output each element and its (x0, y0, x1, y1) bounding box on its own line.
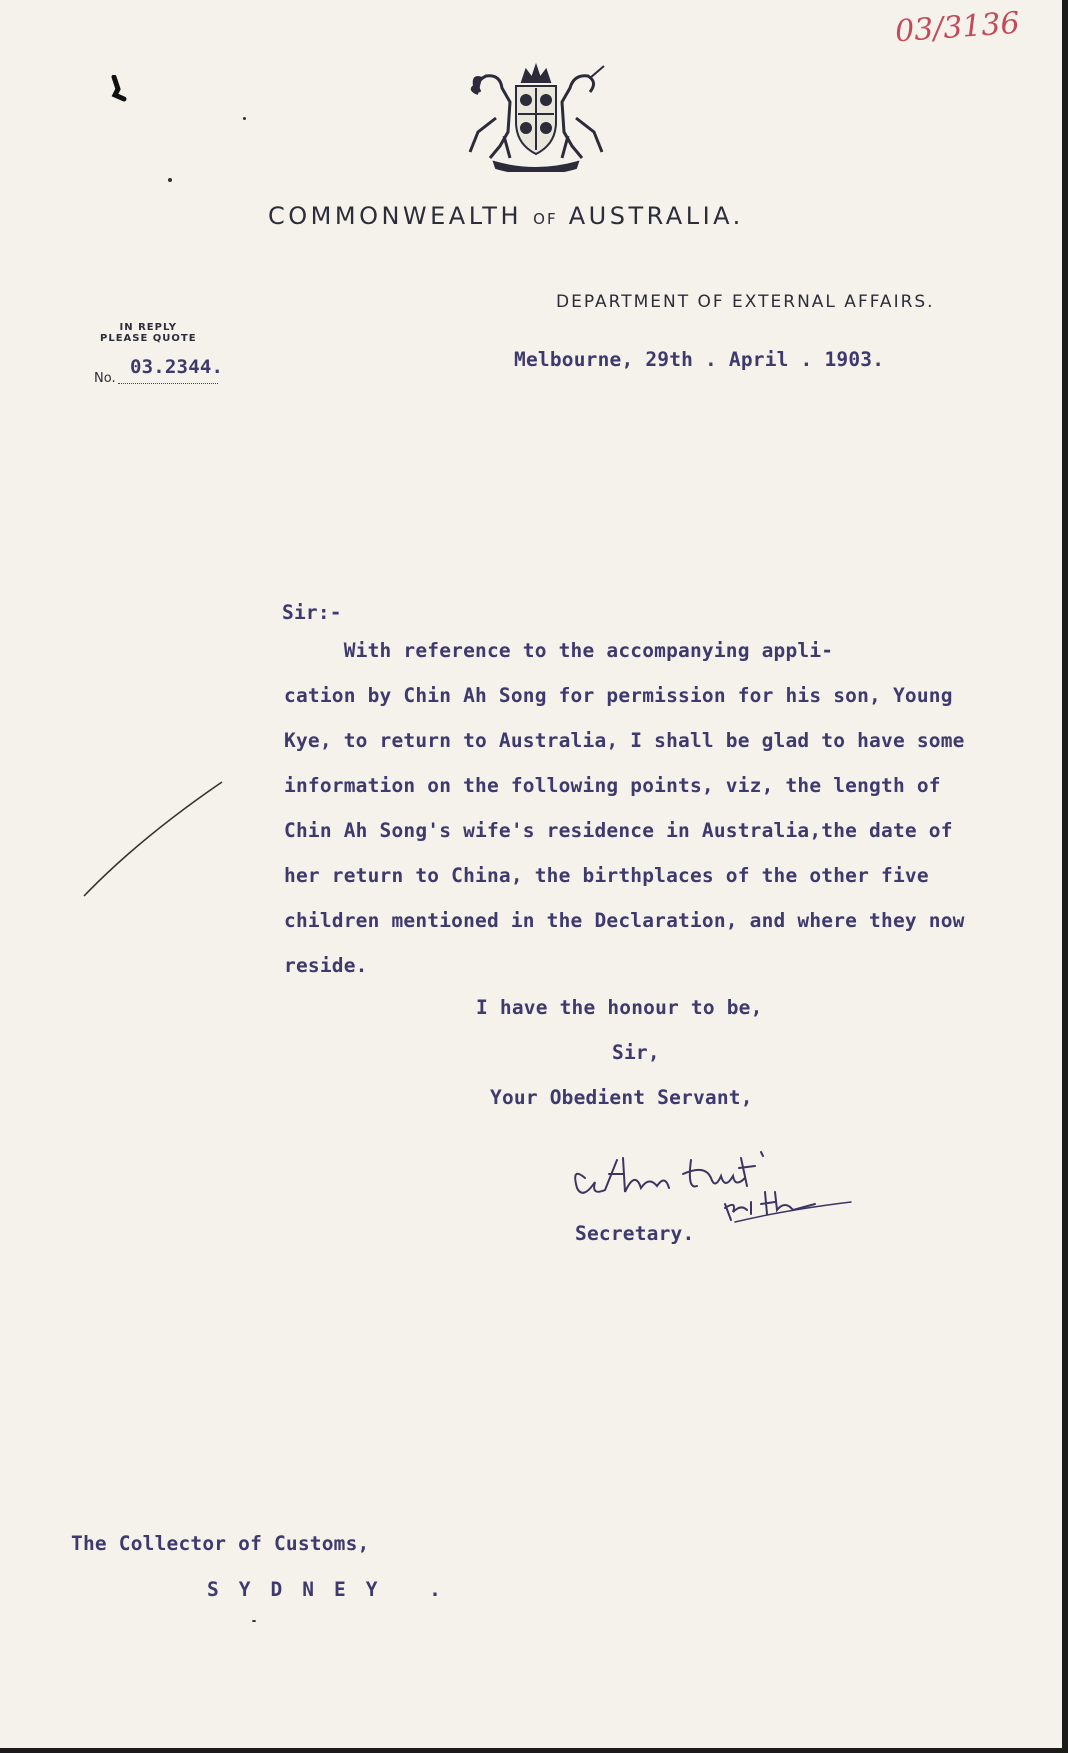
body-line: children mentioned in the Declaration, and where they now (284, 909, 965, 932)
ink-dot (168, 178, 172, 182)
reference-number: 03.2344. (130, 356, 224, 378)
body-line: reside. (284, 954, 368, 977)
ink-dot (252, 1620, 256, 1622)
salutation: Sir:- (282, 601, 342, 624)
royal-coat-of-arms-icon (460, 62, 612, 172)
heading-end: AUSTRALIA. (568, 202, 744, 230)
heading-of: OF (533, 210, 558, 228)
signatory-title: Secretary. (575, 1222, 695, 1245)
addressee-city: SYDNEY . (207, 1578, 461, 1601)
heading-main: COMMONWEALTH (268, 202, 522, 230)
letterhead-heading (268, 202, 744, 230)
body-line: Chin Ah Song's wife's residence in Australia,the date of (284, 819, 953, 842)
body-line: her return to China, the birthplaces of the other five (284, 864, 929, 887)
closing-line: Sir, (612, 1041, 660, 1064)
date-line: Melbourne, 29th . April . 1903. (514, 348, 885, 371)
margin-pen-stroke-icon (80, 778, 230, 898)
file-number-annotation: 03/3136 (893, 5, 1021, 50)
reply-label-line1: IN REPLY (119, 322, 178, 333)
addressee-line: The Collector of Customs, (71, 1532, 370, 1555)
reply-reference-label (100, 322, 197, 344)
handwritten-signature-icon (565, 1130, 855, 1225)
body-line: Kye, to return to Australia, I shall be glad to have some (284, 729, 965, 752)
department-name: DEPARTMENT OF EXTERNAL AFFAIRS. (556, 292, 935, 312)
body-line: cation by Chin Ah Song for permission for his son, Young (284, 684, 953, 707)
ink-dot (243, 117, 246, 120)
reply-label-line2: PLEASE QUOTE (100, 333, 197, 344)
body-line: With reference to the accompanying appli- (284, 639, 834, 662)
reference-number-line (118, 383, 218, 384)
reference-number-prefix: No. (94, 371, 116, 386)
closing-line: I have the honour to be, (476, 996, 763, 1019)
closing-line: Your Obedient Servant, (490, 1086, 753, 1109)
ink-mark-icon (108, 75, 132, 105)
body-line: information on the following points, viz, the length of (284, 774, 941, 797)
